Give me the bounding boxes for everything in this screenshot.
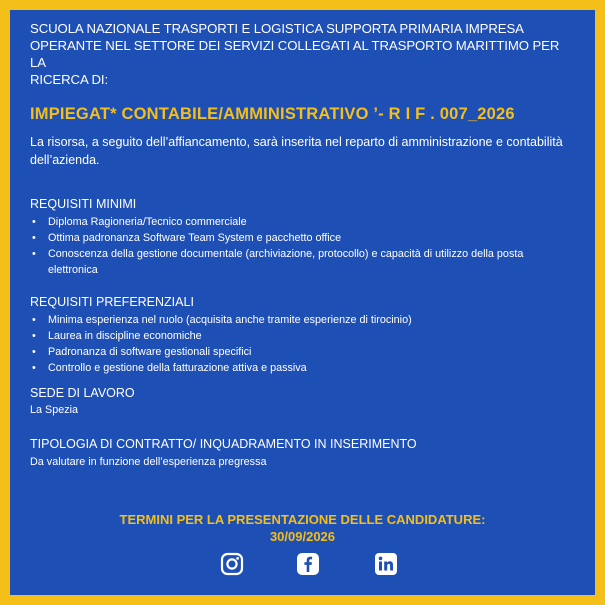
list-item-text: Laurea in discipline economiche: [48, 330, 202, 342]
list-item: [30, 246, 570, 278]
list-item-text: Conoscenza della gestione documentale (archiviazione, protocollo) e capacità di utilizzo della posta elettronica: [48, 248, 524, 276]
contratto-heading: TIPOLOGIA DI CONTRATTO/ INQUADRAMENTO IN INSERIMENTO: [30, 437, 417, 451]
list-item: [30, 328, 570, 344]
list-item: [30, 230, 570, 246]
list-item-text: Ottima padronanza Software Team System e pacchetto office: [48, 232, 342, 244]
job-posting-card: [10, 10, 595, 595]
requisiti-minimi-list: [30, 214, 570, 278]
contratto-value: Da valutare in funzione dell’esperienza pregressa: [30, 456, 267, 468]
list-item-text: Controllo e gestione della fatturazione attiva e passiva: [48, 362, 307, 374]
list-item-text: Padronanza di software gestionali specifici: [48, 346, 252, 358]
intro-line: OPERANTE NEL SETTORE DEI SERVIZI COLLEGATI AL TRASPORTO MARITTIMO PER LA: [30, 38, 560, 70]
list-item: [30, 360, 570, 376]
requisiti-preferenziali-heading: REQUISITI PREFERENZIALI: [30, 295, 194, 309]
job-description: La risorsa, a seguito dell’affiancamento, sarà inserita nel reparto di amministrazione e contabilità dell’azienda.: [30, 135, 563, 167]
intro-line: SCUOLA NAZIONALE TRASPORTI E LOGISTICA SUPPORTA PRIMARIA IMPRESA: [30, 21, 524, 36]
linkedin-icon[interactable]: [374, 552, 398, 576]
bullet: •: [32, 314, 36, 326]
intro-line: RICERCA DI:: [30, 72, 109, 87]
deadline-date: 30/09/2026: [269, 529, 336, 544]
facebook-icon[interactable]: [296, 552, 320, 576]
deadline-label: TERMINI PER LA PRESENTAZIONE DELLE CANDIDATURE:: [119, 512, 486, 527]
requisiti-minimi-heading: REQUISITI MINIMI: [30, 197, 137, 211]
bullet: •: [32, 330, 36, 342]
intro-text: [30, 20, 575, 88]
bullet: •: [32, 248, 36, 260]
list-item: [30, 344, 570, 360]
sede-value: La Spezia: [30, 404, 79, 416]
bullet: •: [32, 362, 36, 374]
requisiti-preferenziali-list: [30, 312, 570, 376]
list-item: [30, 312, 570, 328]
instagram-icon[interactable]: [220, 552, 244, 576]
bullet: •: [32, 232, 36, 244]
bullet: •: [32, 346, 36, 358]
list-item-text: Minima esperienza nel ruolo (acquisita anche tramite esperienze di tirocinio): [48, 314, 412, 326]
sede-heading: SEDE DI LAVORO: [30, 386, 135, 400]
job-title: IMPIEGAT* CONTABILE/AMMINISTRATIVO ’- R I F . 007_2026: [30, 105, 515, 123]
list-item-text: Diploma Ragioneria/Tecnico commerciale: [48, 216, 247, 228]
social-links: [10, 552, 595, 578]
list-item: [30, 214, 570, 230]
bullet: •: [32, 216, 36, 228]
